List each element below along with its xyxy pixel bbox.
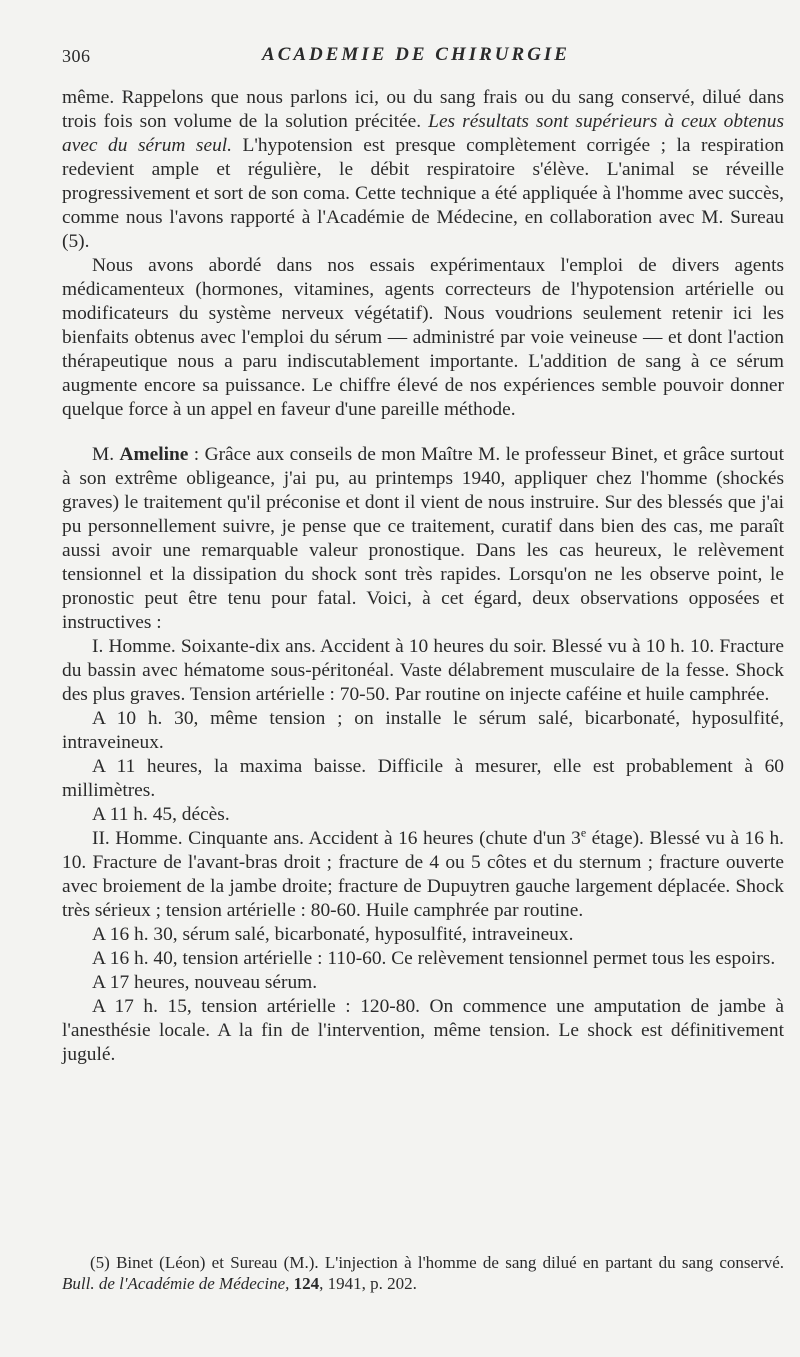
page-header	[62, 42, 770, 72]
page-number: 306	[62, 46, 91, 66]
observation-2-step-d: A 17 h. 15, tension artérielle : 120-80. On commence une amputation de jambe à l'anesthésie locale. A la fin de l'intervention, même tension. Le shock est définitivement jugulé.	[62, 996, 784, 1065]
footnote-journal: Bull. de l'Académie de Médecine,	[62, 1274, 290, 1293]
speaker-prefix: M.	[92, 444, 120, 465]
observation-1-step-b: A 11 heures, la maxima baisse. Difficile à mesurer, elle est probablement à 60 millimètres.	[62, 756, 784, 801]
observation-2	[62, 827, 784, 923]
observation-1-step-c: A 11 h. 45, décès.	[92, 804, 230, 825]
observation-1: I. Homme. Soixante-dix ans. Accident à 10 heures du soir. Blessé vu à 10 h. 10. Fracture du bassin avec hématome sous-péritonéal. Vaste délabrement musculaire de la fesse. Shock des plus graves. Tension artérielle : 70-50. Par routine on injecte caféine et huile camphrée.	[62, 636, 784, 705]
section-gap	[62, 422, 784, 443]
ordinal-superscript: e	[580, 825, 587, 840]
footnote-citation: (5) Binet (Léon) et Sureau (M.). L'injection à l'homme de sang dilué en partant du sang conservé.	[90, 1253, 784, 1272]
observation-2-step-a: A 16 h. 30, sérum salé, bicarbonaté, hyposulfité, intraveineux.	[92, 924, 574, 945]
footnote-5	[62, 1252, 784, 1294]
paragraph-1-end: L'hypotension est presque complètement corrigée ; la respiration redevient ample et régulière, le débit respiratoire s'élève. L'animal se réveille progressivement et sort de son coma. Cette technique a été appliquée à l'homme avec succès, comme nous l'avons rapporté à l'Académie de Médecine, en collaboration avec M. Sureau (5).	[62, 135, 784, 252]
paragraph-1-start: même. Rappelons que nous parlons ici, ou du sang frais ou du sang conservé, dilué dans trois fois son volume de la solution précitée.	[62, 87, 784, 132]
footnote-end: , 1941, p. 202.	[319, 1274, 417, 1293]
observation-2-end: étage). Blessé vu à 16 h. 10. Fracture de l'avant-bras droit ; fracture de 4 ou 5 côtes et du sternum ; fracture ouverte avec broiement de la jambe droite; fracture de Dupuytren gauche largement déplacée. Shock très sérieux ; tension artérielle : 80-60. Huile camphrée par routine.	[62, 828, 784, 921]
paragraph-3-text: : Grâce aux conseils de mon Maître M. le professeur Binet, et grâce surtout à son extrême obligeance, j'ai pu, au printemps 1940, appliquer chez l'homme (shockés graves) le traitement qu'il préconise et dont il vient de nous instruire. Sur des blessés que j'ai pu personnellement suivre, je pense que ce traitement, curatif dans bien des cas, me paraît aussi avoir une remarquable valeur pronostique. Dans les cas heureux, le relèvement tensionnel et la dissipation du shock sont très rapides. Lorsqu'on ne les observe point, le pronostic peut être tenu pour fatal. Voici, à cet égard, deux observations opposées et instructives :	[62, 444, 785, 633]
observation-2-step-b: A 16 h. 40, tension artérielle : 110-60. Ce relèvement tensionnel permet tous les espoirs.	[92, 948, 776, 969]
footnote	[62, 1252, 784, 1294]
observation-2-step-c: A 17 heures, nouveau sérum.	[92, 972, 318, 993]
observation-1-step-a: A 10 h. 30, même tension ; on installe le sérum salé, bicarbonaté, hyposulfité, intraveineux.	[62, 708, 784, 753]
paragraph-3	[62, 443, 784, 635]
body-text	[62, 86, 784, 1067]
paragraph-1-italic: Les résultats sont supérieurs à ceux obtenus avec du sérum seul.	[62, 111, 784, 156]
observation-2-start: II. Homme. Cinquante ans. Accident à 16 heures (chute d'un 3	[92, 828, 581, 849]
paragraph-2: Nous avons abordé dans nos essais expérimentaux l'emploi de divers agents médicamenteux (hormones, vitamines, agents correcteurs de l'hypotension artérielle ou modificateurs du système nerveux végétatif). Nous voudrions seulement retenir ici les bienfaits obtenus avec l'emploi du sérum — administré par voie veineuse — et dont l'action thérapeutique nous a paru indiscutablement importante. L'addition de sang à ce sérum augmente encore sa puissance. Le chiffre élevé de nos expériences semble pouvoir donner quelque force à un appel en faveur d'une pareille méthode.	[62, 255, 784, 420]
paragraph-1	[62, 86, 784, 254]
running-title: ACADEMIE DE CHIRURGIE	[262, 44, 570, 65]
speaker-name: Ameline	[119, 444, 189, 465]
footnote-volume: 124	[293, 1274, 320, 1293]
